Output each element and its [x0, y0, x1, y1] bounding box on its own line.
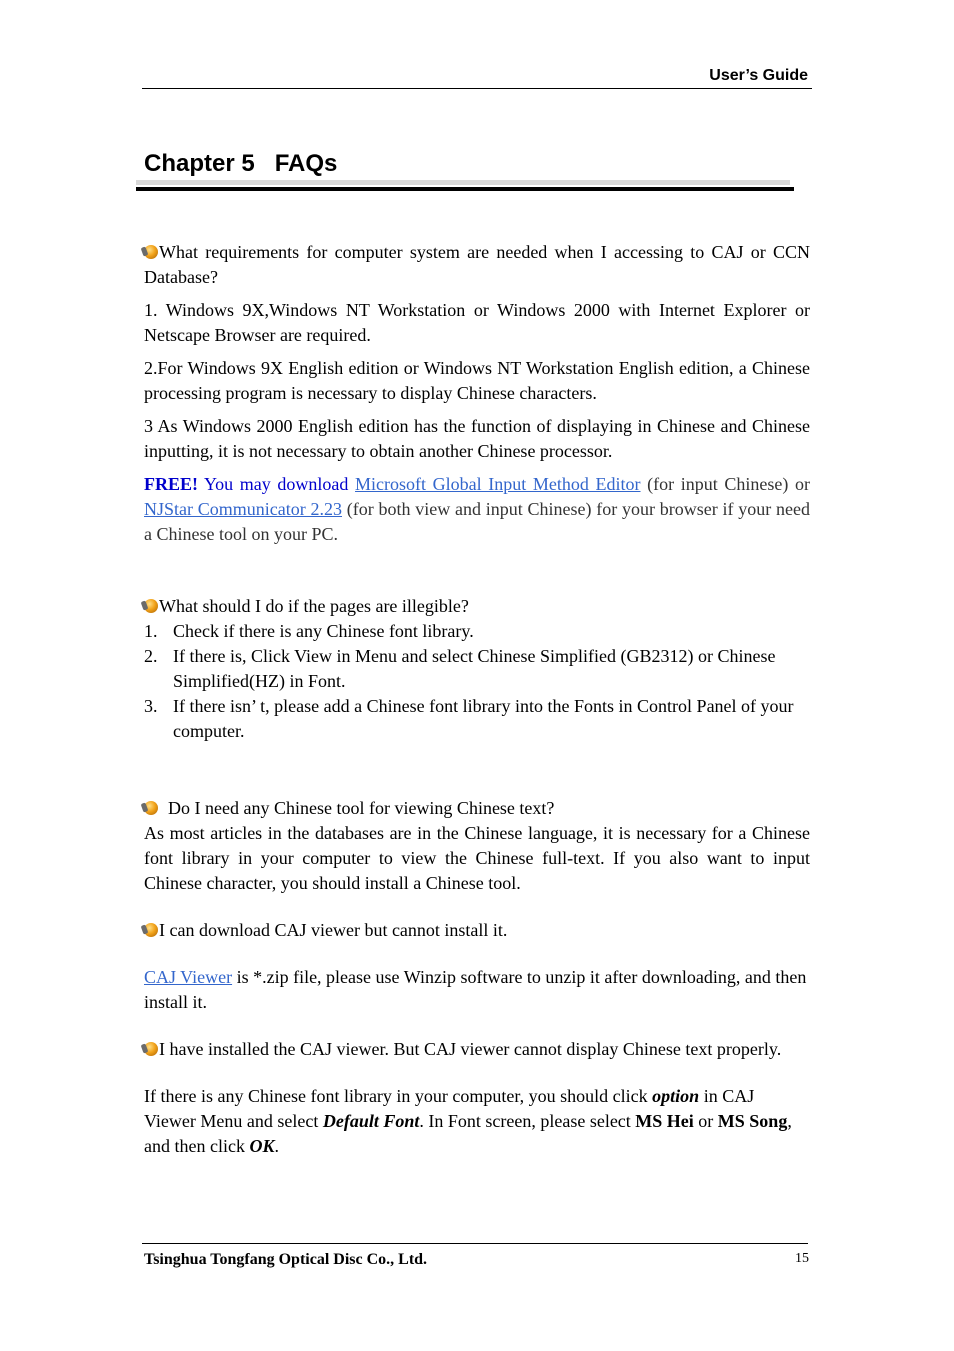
list-item: 3. If there isn’ t, please add a Chinese font library into the Fonts in Control Panel of your computer.	[144, 696, 794, 741]
chapter-title: Chapter 5 FAQs	[144, 150, 338, 177]
running-header: User’s Guide	[709, 67, 808, 84]
list-item: 1. Check if there is any Chinese font library.	[144, 621, 474, 641]
bullet-icon	[144, 599, 158, 613]
faq1-answer-1: 1. Windows 9X,Windows NT Workstation or Windows 2000 with Internet Explorer or Netscape Browser are required.	[144, 300, 810, 345]
chapter-rule-dark	[136, 187, 794, 191]
faq1-free-download: FREE! You may download Microsoft Global Input Method Editor (for input Chinese) or NJStar Communicator 2.23 (for both view and input Chinese) for your browser if your need a Chinese tool on your PC.	[144, 474, 810, 544]
faq1-answer-3: 3 As Windows 2000 English edition has the function of displaying in Chinese and Chinese inputting, it is not necessary to obtain another Chinese processor.	[144, 416, 810, 461]
bullet-icon	[144, 245, 158, 259]
bullet-icon	[144, 1042, 158, 1056]
njstar-link[interactable]: NJStar Communicator 2.23	[144, 499, 342, 519]
faq4-question: I can download CAJ viewer but cannot install it.	[144, 918, 810, 943]
chapter-rule-light	[136, 180, 790, 185]
faq4-answer: CAJ Viewer is *.zip file, please use Winzip software to unzip it after downloading, and then install it.	[144, 967, 807, 1012]
bullet-icon	[144, 923, 158, 937]
caj-viewer-link[interactable]: CAJ Viewer	[144, 967, 233, 987]
list-item: 2. If there is, Click View in Menu and select Chinese Simplified (GB2312) or Chinese Simplified(HZ) in Font.	[144, 646, 776, 691]
footer-company: Tsinghua Tongfang Optical Disc Co., Ltd.	[144, 1251, 428, 1268]
microsoft-ime-link[interactable]: Microsoft Global Input Method Editor	[355, 474, 641, 494]
faq3-answer: As most articles in the databases are in the Chinese language, it is necessary for a Chinese font library in your computer to view the Chinese full-text. If you also want to input Chinese character, you should install a Chinese tool.	[144, 823, 810, 893]
faq5-answer: If there is any Chinese font library in your computer, you should click option in CAJ Viewer Menu and select Default Font. In Font screen, please select MS Hei or MS Song, and then click OK.	[144, 1086, 792, 1156]
faq2-question: What should I do if the pages are illegible?	[144, 594, 810, 619]
faq2-steps	[144, 619, 810, 744]
faq3-question: Do I need any Chinese tool for viewing Chinese text?	[144, 796, 810, 821]
faq5-question: I have installed the CAJ viewer. But CAJ viewer cannot display Chinese text properly.	[144, 1037, 810, 1062]
free-label: FREE!	[144, 474, 198, 494]
bullet-icon	[144, 801, 158, 815]
page-number: 15	[795, 1251, 809, 1266]
header-rule	[142, 88, 812, 89]
faq1-answer-2: 2.For Windows 9X English edition or Windows NT Workstation English edition, a Chinese processing program is necessary to display Chinese characters.	[144, 358, 810, 403]
faq-content	[144, 240, 810, 1159]
free-text: You may download	[198, 474, 356, 494]
footer-rule	[142, 1243, 808, 1244]
faq1-question: What requirements for computer system are needed when I accessing to CAJ or CCN Database?	[144, 242, 810, 287]
